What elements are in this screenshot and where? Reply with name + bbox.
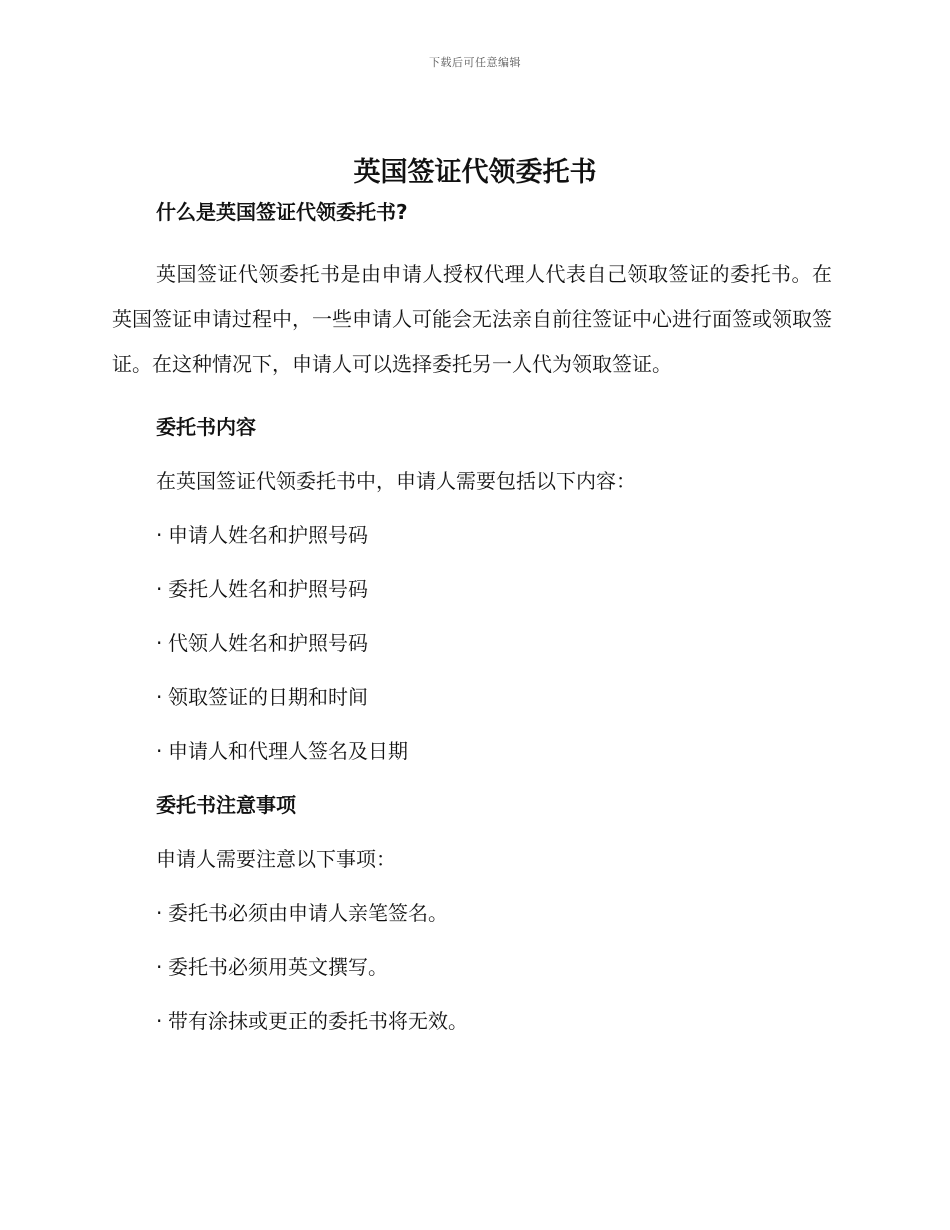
list-item [156,575,832,603]
notes-intro: 申请人需要注意以下事项： [156,847,396,871]
list-item [156,737,832,765]
list-item [156,521,832,549]
list-item [156,953,832,981]
list-item-text: 委托书必须由申请人亲笔签名。 [168,901,448,925]
bullet-icon: · [156,685,163,709]
list-item-text: 领取签证的日期和时间 [168,685,368,709]
list-item-text: 委托书必须用英文撰写。 [168,955,388,979]
bullet-icon: · [156,523,163,547]
bullet-icon: · [156,631,163,655]
list-item-text: 带有涂抹或更正的委托书将无效。 [168,1009,468,1033]
bullet-icon: · [156,955,163,979]
list-item [156,899,832,927]
bullet-icon: · [156,1009,163,1033]
list-item-text: 申请人和代理人签名及日期 [168,739,408,763]
list-item [156,683,832,711]
list-item-text: 代领人姓名和护照号码 [168,631,368,655]
section-heading-what-is: 什么是英国签证代领委托书? [156,200,408,224]
list-item [156,1007,832,1035]
list-item-text: 申请人姓名和护照号码 [168,523,368,547]
section-heading-content: 委托书内容 [156,415,256,439]
bullet-icon: · [156,901,163,925]
header-note: 下载后可任意编辑 [429,56,521,69]
document-title: 英国签证代领委托书 [353,157,597,188]
list-item [156,629,832,657]
section-heading-notes: 委托书注意事项 [156,793,296,817]
bullet-icon: · [156,577,163,601]
bullet-icon: · [156,739,163,763]
list-item-text: 委托人姓名和护照号码 [168,577,368,601]
intro-paragraph: 英国签证代领委托书是由申请人授权代理人代表自己领取签证的委托书。在英国签证申请过程中，一些申请人可能会无法亲自前往签证中心进行面签或领取签证。在这种情况下，申请人可以选择委托另一人代为领取签证。 [112,262,832,376]
content-intro: 在英国签证代领委托书中，申请人需要包括以下内容： [156,469,636,493]
document-body [112,198,832,1035]
